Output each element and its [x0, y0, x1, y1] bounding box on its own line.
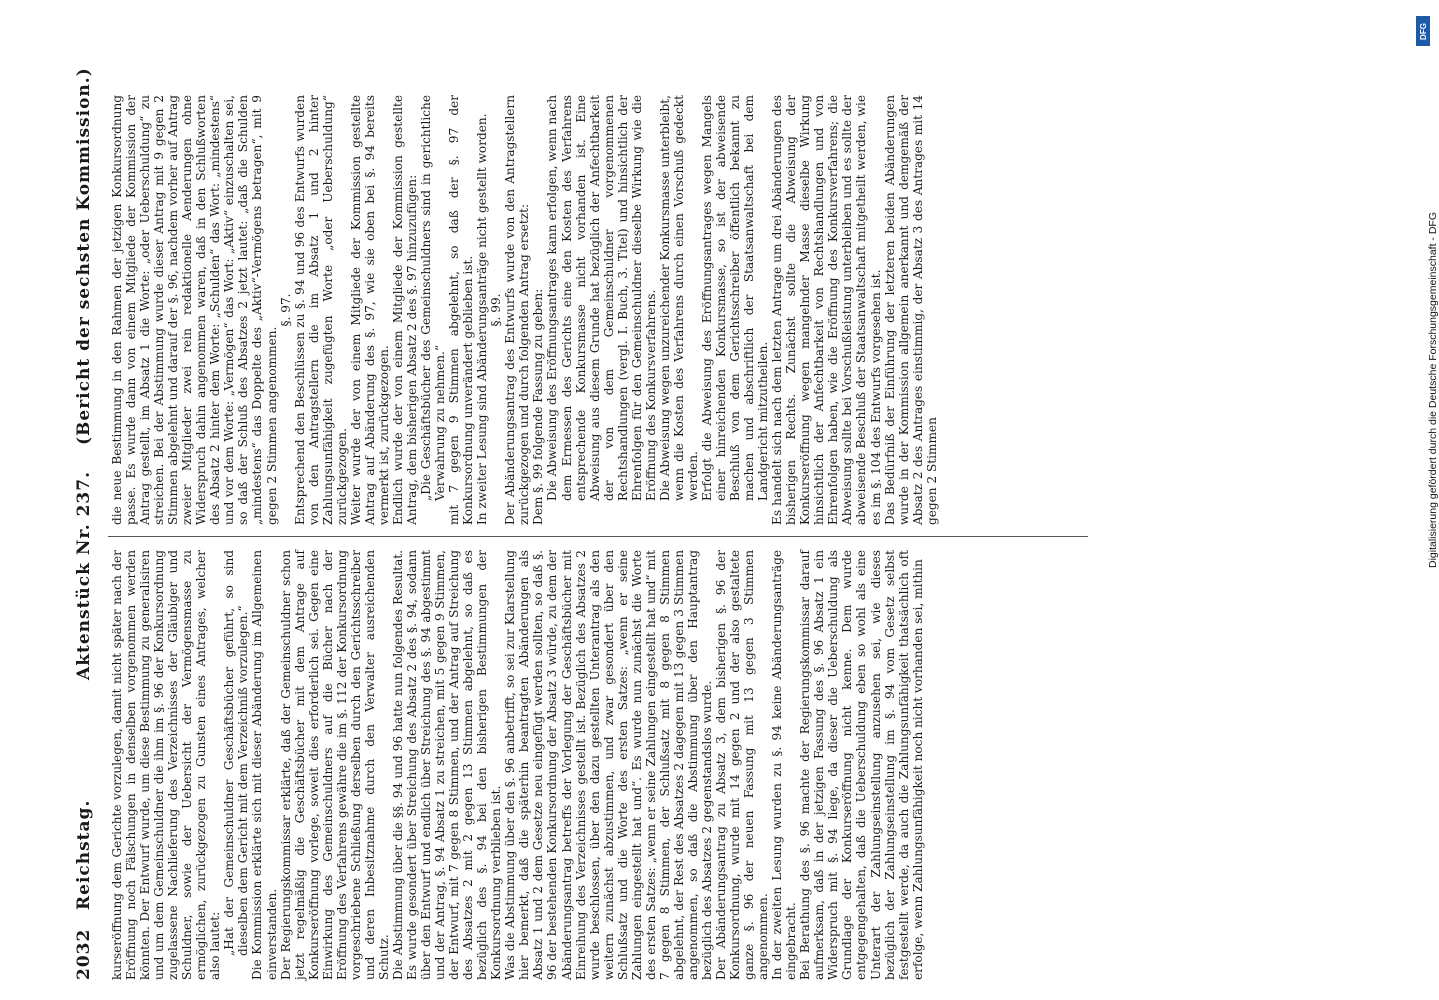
paragraph: Es handelt sich nach dem letzten Antrage um drei Abänderungen des bisherigen Rechts. Zunächst sollte die Abweisung der Konkurseröffnung wegen mangelnder Masse dieselbe Wirkung hinsichtlich der Anfechtbarkeit von Rechtshandlungen und von Ehrenfolgen haben, wie die Eröffnung des Konkursverfahrens; die Abweisung sollte bei Vorschußleistung unterbleiben und es sollte der abweisende Beschluß der Staatsanwaltschaft mitgetheilt werden, wie es im §. 104 des Entwurfs vorgesehen ist. [770, 95, 883, 525]
paragraph: In der zweiten Lesung wurden zu §. 94 keine Abänderungsanträge eingebracht. [770, 550, 799, 980]
paragraph: Die Kommission erklärte sich mit dieser Abänderung im Allgemeinen einverstanden. [250, 550, 279, 980]
paragraph: Der Abänderungsantrag des Entwurfs wurde von den Antragstellern zurückgezogen und durch folgenden Antrag ersetzt: [503, 95, 532, 525]
header-left: Reichstag. [74, 799, 94, 910]
quote: Die Abweisung wegen unzureichender Konkursmasse unterbleibt, wenn die Kosten des Verfahrens durch einen Vorschuß gedeckt werden. [657, 95, 700, 501]
page-number: 2032 [74, 928, 94, 980]
paragraph: Bei Berathung des §. 96 machte der Regierungskommissar darauf aufmerksam, daß in der jetzigen Fassung des §. 96 Absatz 1 ein Widerspruch mit §. 94 liege, da dieser die Ueberschuldung als Grundlage der Konkurseröffnung nicht kenne. Dem wurde entgegengehalten, daß die Ueberschuldung eben so wohl als eine Unterart der Zahlungseinstellung anzusehen sei, wie dieses bezüglich der Zahlungseinstellung im §. 94 vom Gesetz selbst festgestellt werde, da auch die Zahlungsunfähigkeit thatsächlich oft erfolge, wenn Zahlungsunfähigkeit noch nicht vorhanden sei, mithin [798, 550, 925, 980]
header-right: (Bericht der sechsten Kommission.) [74, 67, 94, 445]
paragraph: In zweiter Lesung sind Abänderungsanträge nicht gestellt worden. [475, 113, 490, 525]
column-divider [108, 536, 1088, 537]
rotated-document [70, 60, 1400, 980]
paragraph: kurseröffnung dem Gerichte vorzulegen, damit nicht später nach der Eröffnung noch Fälschungen in denselben vorgenommen werden könnten. Der Entwurf wurde, um diese Bestimmung zu generalisiren und um dem Gemeinschuldner die ihm im §. 96 der Konkursordnung zugelassene Nachlieferung des Verzeichnisses der Gläubiger und Schuldner, sowie der Uebersicht der Vermögensmasse zu ermöglichen, zurückgezogen zu Gunsten eines Antrages, welcher also lautet: [110, 550, 223, 980]
quote: Die Abweisung des Eröffnungsantrages kann erfolgen, wenn nach dem Ermessen des Gerichts eine den Kosten des Verfahrens entsprechende Konkursmasse nicht vorhanden ist. Eine Abweisung aus diesem Grunde hat bezüglich der Anfechtbarkeit der von dem Gemeinschuldner vorgenommenen Rechtshandlungen (vergl. I. Buch, 3. Titel) und hinsichtlich der Ehrenfolgen für den Gemeinschuldner dieselbe Wirkung wie die Eröffnung des Konkursverfahrens. [545, 95, 658, 501]
dfg-credit-text: Digitalisierung gefördert durch die Deutsche Forschungsgemeinschaft - DFG [1427, 211, 1439, 568]
paragraph: Dem §. 99 folgende Fassung zu geben: [531, 288, 546, 525]
paragraph: Was die Abstimmung über den §. 96 anbetrifft, so sei zur Klarstellung hier bemerkt, daß die späterhin beantragten Abänderungen als Absatz 1 und 2 dem Gesetze neu eingefügt werden sollten, so daß §. 96 der bestehenden Konkursordnung der Absatz 3 würde, zu dem der Abänderungsantrag betreffs der Vorlegung der Geschäftsbücher mit Einreihung des Verzeichnisses gestellt ist. Bezüglich des Absatzes 2 wurde beschlossen, über den dazu gestellten Unterantrag als den weitern zunächst abzustimmen, und zwar gesondert über den Schlußsatz und die Worte des ersten Satzes: „wenn er seine Zahlungen eingestellt hat und“. Es wurde nun zunächst die Worte des ersten Satzes: „wenn er seine Zahlungen eingestellt hat und“ mit 7 gegen 8 Stimmen, der Schlußsatz mit 8 gegen 8 Stimmen abgelehnt, der Rest des Absatzes 2 dagegen mit 13 gegen 3 Stimmen angenommen, so daß die Abstimmung über den Hauptantrag bezüglich des Absatzes 2 gegenstandslos wurde. [503, 550, 714, 980]
paragraph: Endlich wurde der von einem Mitgliede der Kommission gestellte Antrag, dem bisherigen Absatz 2 des §. 97 hinzuzufügen: [390, 95, 419, 525]
section-heading: §. 99. [489, 293, 504, 327]
section-heading: §. 97. [278, 293, 293, 327]
paragraph: Weiter wurde der von einem Mitgliede der Kommission gestellte Antrag auf Abänderung des §. 97, wie sie oben bei §. 94 bereits vermerkt ist, zurückgezogen. [348, 95, 391, 525]
page-header [70, 60, 104, 980]
paragraph: Der Abänderungsantrag zu Absatz 3, dem bisherigen §. 96 der Konkursordnung, wurde mit 14 gegen 2 und der also gestaltete ganze §. 96 der neuen Fassung mit 13 gegen 3 Stimmen angenommen. [714, 550, 771, 980]
header-center: Aktenstück Nr. 237. [74, 470, 94, 680]
paragraph: Der Regierungskommissar erklärte, daß der Gemeinschuldner schon jetzt regelmäßig die Geschäftsbücher mit dem Antrage auf Konkurseröffnung vorlege, soweit dies erforderlich sei. Gegen eine Einwirkung des Gemeinschuldners auf die Bücher nach der Eröffnung des Verfahrens gewähre die im §. 112 der Konkursordnung vorgeschriebene Schließung derselben durch den Gerichtsschreiber und deren Inbesitznahme durch den Verwalter ausreichenden Schutz. [278, 550, 391, 980]
quote: „Hat der Gemeinschuldner Geschäftsbücher geführt, so sind dieselben dem Gericht mit dem Verzeichniß vorzulegen.“ [222, 550, 251, 956]
column-right [110, 95, 1090, 525]
column-left [110, 550, 1090, 980]
paragraph: Die Abstimmung über die §§. 94 und 96 hatte nun folgendes Resultat. Es wurde gesondert über Streichung des Absatz 2 des §. 94, sodann über den Entwurf und endlich über Streichung des §. 94 abgestimmt und der Antrag, §. 94 Absatz 1 zu streichen, mit 5 gegen 9 Stimmen, der Entwurf, mit 7 gegen 8 Stimmen, und der Antrag auf Streichung des Absatzes 2 mit 2 gegen 13 Stimmen abgelehnt, so daß es bezüglich des §. 94 bei den bisherigen Bestimmungen der Konkursordnung verblieben ist. [390, 550, 504, 980]
dfg-credit-bar [1408, 8, 1439, 998]
paragraph: Das Bedürfniß der Einführung der letzteren beiden Abänderungen wurde in der Kommission allgemein anerkannt und demgemäß der Absatz 2 des Antrages einstimmig, der Absatz 3 des Antrages mit 14 gegen 2 Stimmen [882, 95, 939, 525]
paragraph: die neue Bestimmung in den Rahmen der jetzigen Konkursordnung passe. Es wurde dann von einem Mitgliede der Kommission der Antrag gestellt, im Absatz 1 die Worte: „oder Ueberschuldung“ zu streichen. Bei der Abstimmung wurde dieser Antrag mit 9 gegen 2 Stimmen abgelehnt und darauf der §. 96, nachdem vorher auf Antrag zweier Mitglieder zwei rein redaktionelle Aenderungen ohne Widerspruch dahin angenommen waren, daß in den Schlußworten des Absatz 2 hinter dem Worte: „Schulden“ das Wort: „mindestens“ und vor dem Worte: „Vermögen“ das Wort: „Aktiv“ einzuschalten sei, so daß der Schluß des Absatzes 2 jetzt lautet: „daß die Schulden „mindestens“ das Doppelte des „Aktiv“-Vermögens betragen“, mit 9 gegen 2 Stimmen angenommen. [110, 95, 279, 525]
quote: Erfolgt die Abweisung des Eröffnungsantrages wegen Mangels einer hinreichenden Konkursmasse, so ist der abweisende Beschluß von dem Gerichtsschreiber öffentlich bekannt zu machen und abschriftlich der Staatsanwaltschaft bei dem Landgericht mitzutheilen. [699, 95, 771, 501]
paragraph: Entsprechend den Beschlüssen zu §. 94 und 96 des Entwurfs wurden von den Antragstellern die im Absatz 1 und 2 hinter Zahlungsunfähigkeit zugefügten Worte „oder Ueberschuldung“ zurückgezogen. [292, 95, 349, 525]
paragraph: mit 7 gegen 9 Stimmen abgelehnt, so daß der §. 97 der Konkursordnung unverändert geblieben ist. [447, 95, 476, 525]
dfg-logo: DFG [1416, 16, 1430, 46]
quote: „Die Geschäftsbücher des Gemeinschuldners sind in gerichtliche Verwahrung zu nehmen.“ [419, 95, 448, 501]
